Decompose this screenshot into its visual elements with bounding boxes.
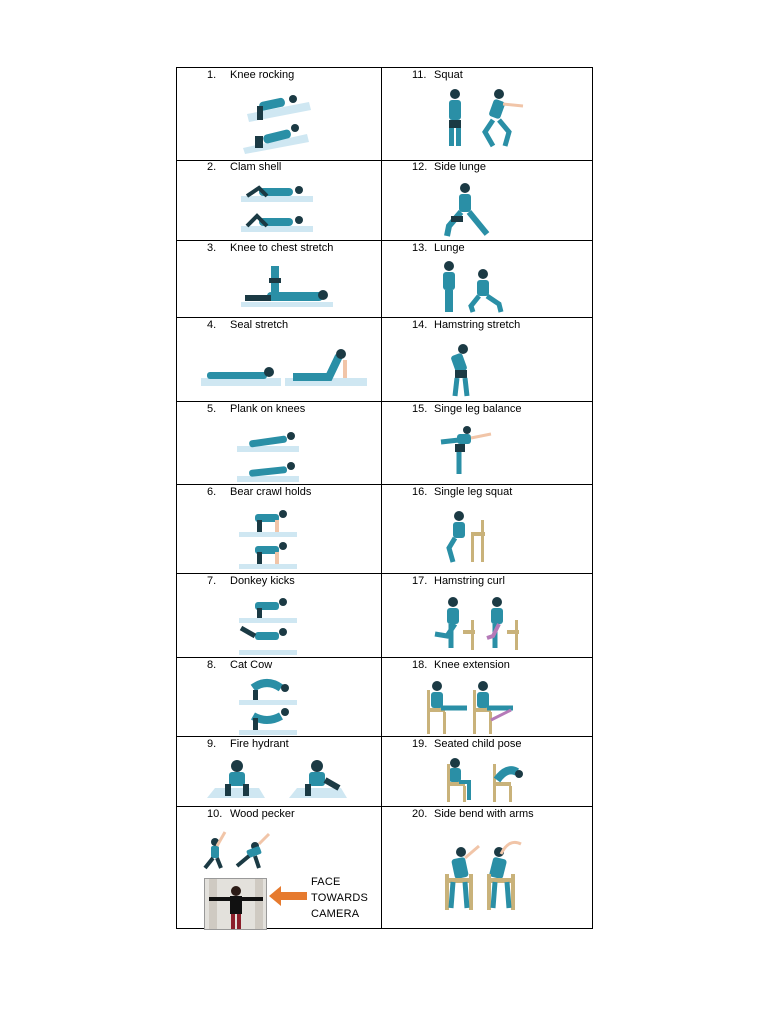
fire-hydrant-illustration [205,758,349,804]
demo-photo [204,878,267,930]
seal-stretch-illustration [199,344,369,390]
hamstring-curl-illustration [429,596,525,654]
plank-on-knees-illustration [235,428,301,486]
side-bend-arms-illustration [439,834,525,914]
squat-illustration [439,88,529,154]
row-divider [177,240,592,241]
row-divider [177,573,592,574]
row-divider [177,806,592,807]
column-divider [381,68,382,928]
row-divider [177,657,592,658]
knee-extension-illustration [425,680,523,736]
single-leg-squat-illustration [443,510,491,564]
clam-shell-illustration [237,182,317,236]
row-divider [177,736,592,737]
side-lunge-illustration [443,182,499,240]
exercise-sheet: 1. Knee rocking 2. Clam shell 3. Knee to chest stretch 4. Seal stretch 5. Plank on knees 6. Bear crawl holds 7. Donkey kicks 8. Cat Cow 9. Fire hydrant 10. Wood pecker 11. Squat 12. Side lunge 13. Lunge 14. Hamstring stretch 15. Singe leg balance 16. Single leg squat 17. Hamstring curl 18. Knee extension 19. Seated child pose 20. Side bend with arms FACE TOWARDS CAMERA [176,67,593,929]
lunge-illustration [439,260,509,314]
single-leg-balance-illustration [435,426,495,478]
knee-chest-stretch-illustration [237,264,337,310]
row-divider [177,401,592,402]
cat-cow-illustration [235,678,301,736]
seated-child-pose-illustration [443,758,523,804]
knee-rocking-illustration [241,90,313,156]
arrow-left-icon [269,886,309,906]
face-camera-note: FACE TOWARDS CAMERA [311,876,369,920]
bear-crawl-illustration [235,508,301,570]
donkey-kicks-illustration [235,596,301,656]
wood-pecker-illustration [197,828,277,874]
row-divider [177,317,592,318]
hamstring-stretch-illustration [443,344,483,400]
